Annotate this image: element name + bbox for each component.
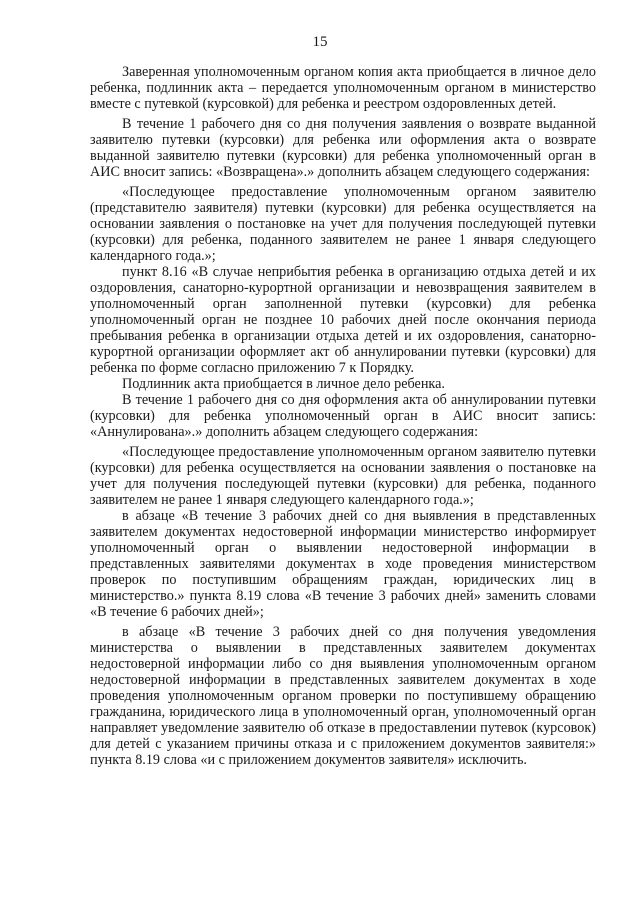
paragraph: «Последующее предоставление уполномоченным органом заявителю путевки (курсовки) для ребенка осуществляется на основании заявления о постановке на учет для получения последующей путевки (курсовки) для ребенка, поданного заявителем не ранее 1 января следующего календарного года.»;: [90, 444, 596, 508]
paragraph: в абзаце «В течение 3 рабочих дней со дня выявления в представленных заявителем документах недостоверной информации министерство информирует уполномоченный орган о выявлении недостоверной информации в представленных заявителями документах в ходе проведения министерством проверок по поступившим обращениям граждан, юридических лиц в министерство.» пункта 8.19 слова «В течение 3 рабочих дней» заменить словами «В течение 6 рабочих дней»;: [90, 508, 596, 620]
paragraph: В течение 1 рабочего дня со дня оформления акта об аннулировании путевки (курсовки) для ребенка уполномоченный орган в АИС вносит запись: «Аннулирована».» дополнить абзацем следующего содержания:: [90, 392, 596, 440]
paragraph: в абзаце «В течение 3 рабочих дней со дня получения уведомления министерства о выявлении в представленных заявителем документах недостоверной информации либо со дня выявления уполномоченным органом недостоверной информации в представленных заявителем документах в ходе проведения уполномоченным органом проверки по поступившему обращению гражданина, юридического лица в уполномоченный орган, уполномоченный орган направляет уведомление заявителю об отказе в предоставлении путевок (курсовок) для детей с указанием причины отказа и с приложением документов заявителя:» пункта 8.19 слова «и с приложением документов заявителя» исключить.: [90, 624, 596, 768]
paragraph: пункт 8.16 «В случае неприбытия ребенка в организацию отдыха детей и их оздоровления, санаторно-курортной организации и невозвращения заявителем в уполномоченный орган заполненной путевки (курсовки) для ребенка уполномоченный орган не позднее 10 рабочих дней после окончания периода пребывания ребенка в организации отдыха детей и их оздоровления, санаторно-курортной организации оформляет акт об аннулировании путевки (курсовки) для ребенка по форме согласно приложению 7 к Порядку.: [90, 264, 596, 376]
paragraph: Подлинник акта приобщается в личное дело ребенка.: [122, 376, 445, 392]
paragraph: В течение 1 рабочего дня со дня получения заявления о возврате выданной заявителю путевки (курсовки) для ребенка или оформления акта о возврате выданной заявителю путевки (курсовки) для ребенка уполномоченный орган в АИС вносит запись: «Возвращена».» дополнить абзацем следующего содержания:: [90, 116, 596, 180]
paragraph: «Последующее предоставление уполномоченным органом заявителю (представителю заявителя) путевки (курсовки) для ребенка осуществляется на основании заявления о постановке на учет для получения последующей путевки (курсовки) для ребенка, поданного заявителем не ранее 1 января следующего календарного года.»;: [90, 184, 596, 264]
document-body: [90, 64, 596, 768]
paragraph: Заверенная уполномоченным органом копия акта приобщается в личное дело ребенка, подлинник акта – передается уполномоченным органом в министерство вместе с путевкой (курсовкой) для ребенка и реестром оздоровленных детей.: [90, 64, 596, 112]
page-number: 15: [312, 34, 328, 50]
